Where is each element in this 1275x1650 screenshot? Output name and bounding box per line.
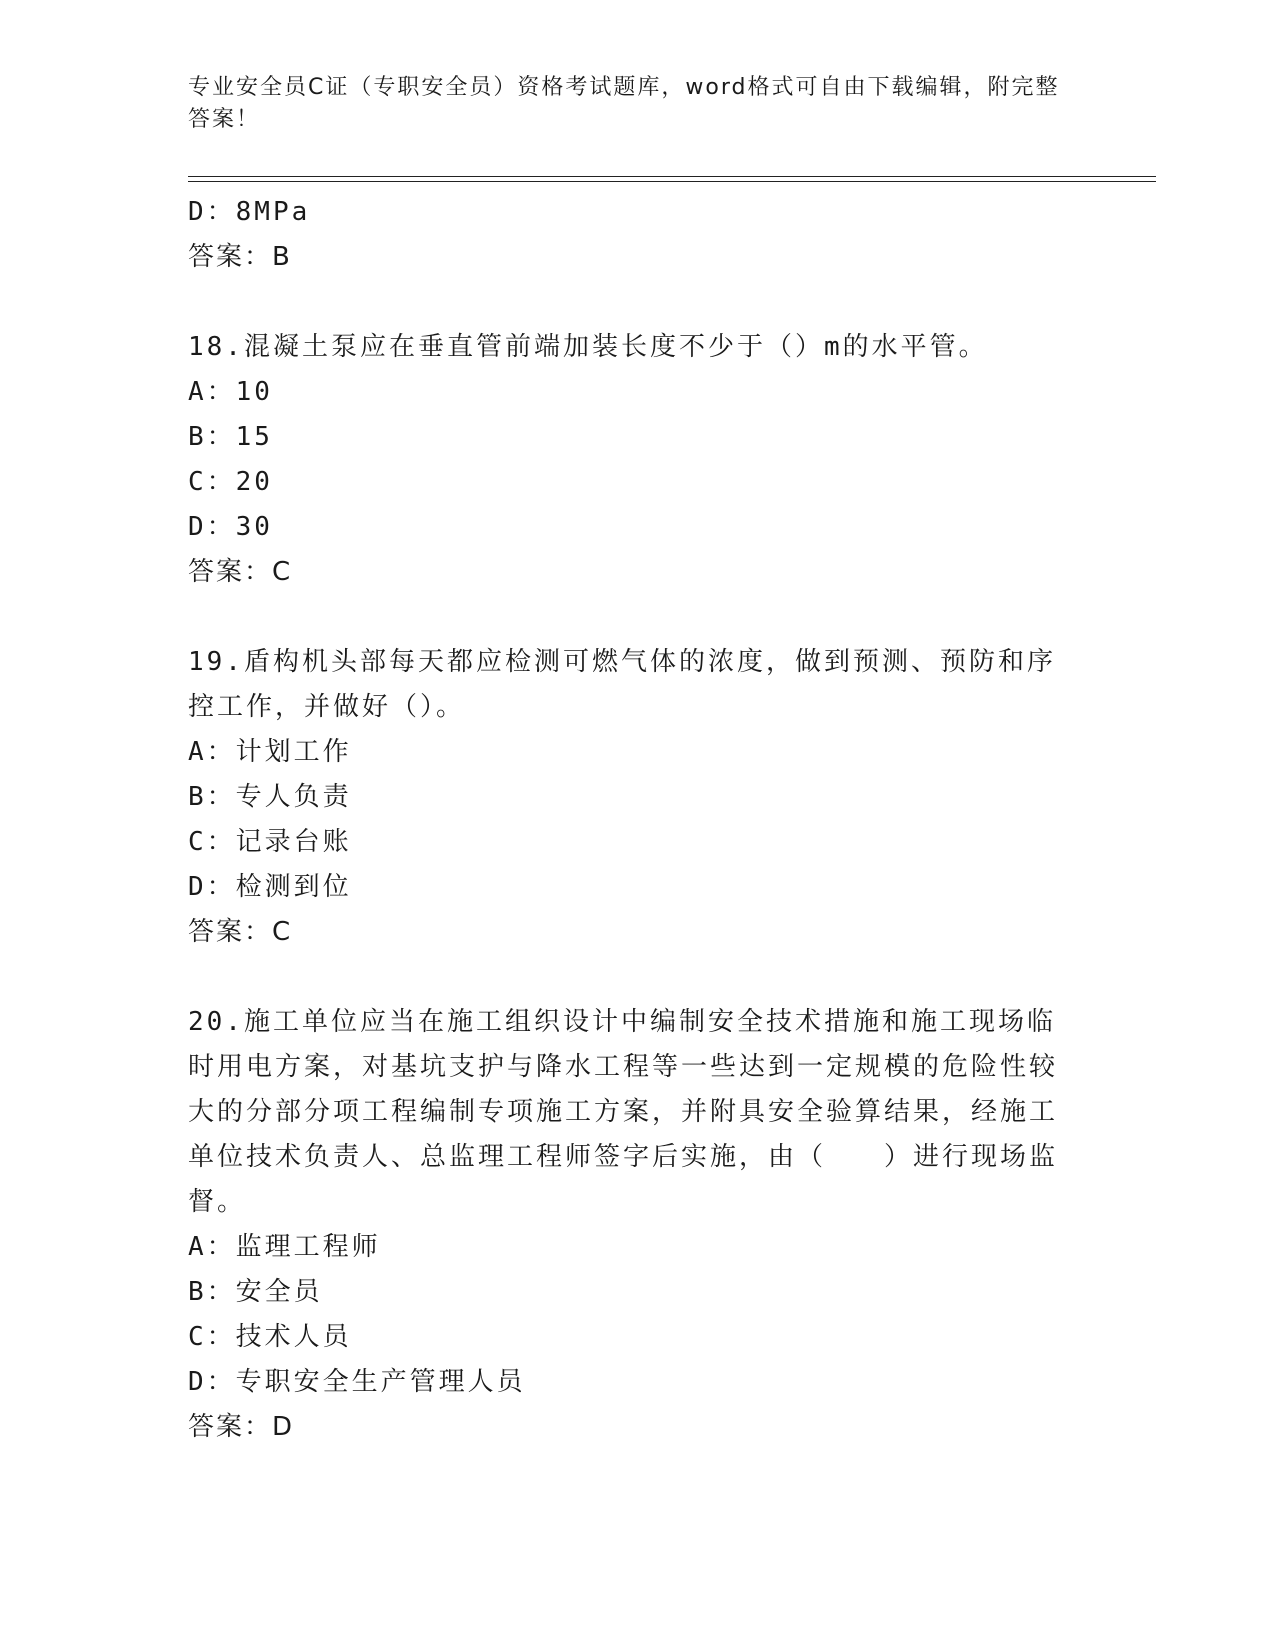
page-header: 专业安全员C证（专职安全员）资格考试题库，word格式可自由下载编辑，附完整答案！ bbox=[188, 75, 1060, 132]
answer: 答案：C bbox=[188, 917, 293, 947]
header-divider-bottom bbox=[188, 181, 1156, 182]
question-19 bbox=[188, 640, 1068, 955]
question-stem: 18.混凝土泵应在垂直管前端加装长度不少于（）m的水平管。 bbox=[188, 332, 988, 362]
answer: 答案：D bbox=[188, 1412, 295, 1442]
spacer bbox=[188, 595, 1068, 640]
option-a: A：监理工程师 bbox=[188, 1232, 381, 1262]
spacer bbox=[188, 280, 1068, 325]
option-b: B：15 bbox=[188, 422, 273, 452]
spacer bbox=[188, 955, 1068, 1000]
option-d: D：检测到位 bbox=[188, 872, 352, 902]
option-c: C：20 bbox=[188, 467, 273, 497]
option-a: A：10 bbox=[188, 377, 273, 407]
question-list bbox=[188, 190, 1068, 1450]
option-b: B：安全员 bbox=[188, 1277, 323, 1307]
question-stem: 19.盾构机头部每天都应检测可燃气体的浓度，做到预测、预防和序控工作，并做好（）。 bbox=[188, 647, 1056, 722]
question-stem: 20.施工单位应当在施工组织设计中编制安全技术措施和施工现场临时用电方案，对基坑支护与降水工程等一些达到一定规模的危险性较大的分部分项工程编制专项施工方案，并附具安全验算结果，经施工单位技术负责人、总监理工程师签字后实施，由（ ）进行现场监督。 bbox=[188, 1007, 1059, 1217]
option-d: D：30 bbox=[188, 512, 273, 542]
option-c: C：记录台账 bbox=[188, 827, 352, 857]
option-a: A：计划工作 bbox=[188, 737, 352, 767]
prev-option-d: D：8MPa bbox=[188, 197, 311, 227]
option-d: D：专职安全生产管理人员 bbox=[188, 1367, 526, 1397]
prev-answer: 答案：B bbox=[188, 242, 292, 272]
header-divider-top bbox=[188, 176, 1156, 177]
question-20 bbox=[188, 1000, 1068, 1450]
answer: 答案：C bbox=[188, 557, 293, 587]
question-18 bbox=[188, 325, 1068, 595]
option-c: C：技术人员 bbox=[188, 1322, 352, 1352]
option-b: B：专人负责 bbox=[188, 782, 352, 812]
